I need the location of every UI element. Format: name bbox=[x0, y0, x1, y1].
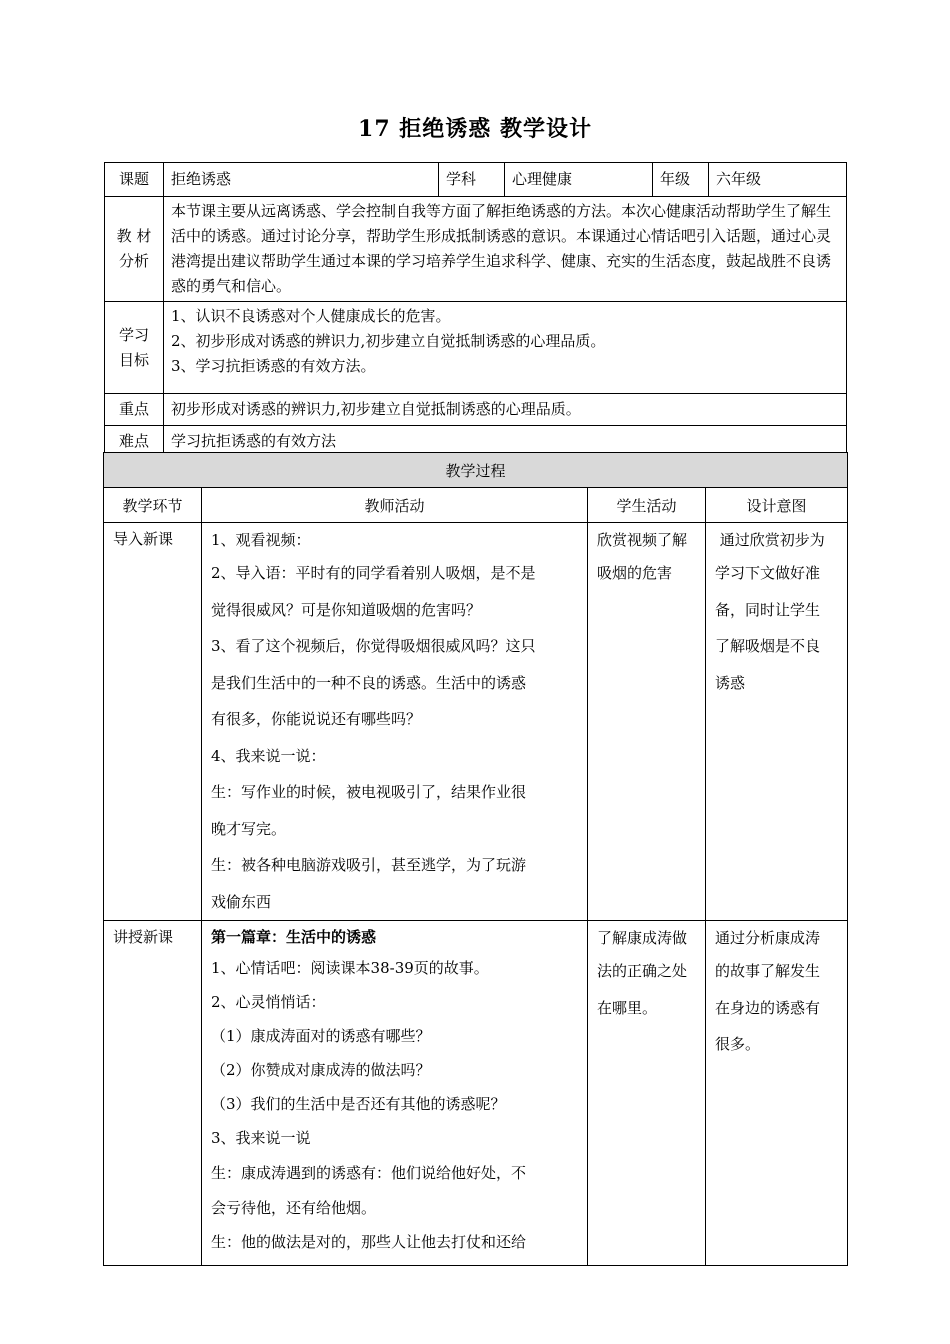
stage-cell bbox=[104, 921, 202, 1266]
analysis-text: 本节课主要从远离诱惑、学会控制自我等方面了解拒绝诱惑的方法。本次心健康活动帮助学生了解生活中的诱惑。通过讨论分享，帮助学生形成抵制诱惑的意识。本课通过心情话吧引入话题，通过心灵港湾提出建议帮助学生通过本课的学习培养学生追求科学、健康、充实的生活态度，鼓起战胜不良诱惑的勇气和信心。 bbox=[164, 197, 847, 302]
student-line: 吸烟的危害 bbox=[597, 564, 673, 582]
teacher-line: 生：被各种电脑游戏吸引，甚至逃学，为了玩游 bbox=[211, 856, 527, 874]
header-stage: 教学环节 bbox=[104, 488, 202, 523]
intent-line: 很多。 bbox=[715, 1035, 761, 1053]
teacher-line: 晚才写完。 bbox=[211, 819, 287, 838]
info-table bbox=[104, 162, 847, 458]
intent-line: 了解吸烟是不良 bbox=[715, 637, 821, 655]
student-line: 在哪里。 bbox=[597, 998, 658, 1017]
topic-label: 课题 bbox=[105, 163, 164, 197]
teacher-line: 是我们生活中的一种不良的诱惑。生活中的诱惑 bbox=[211, 673, 527, 692]
key-text: 初步形成对诱惑的辨识力,初步建立自觉抵制诱惑的心理品质。 bbox=[164, 394, 847, 426]
teacher-cell bbox=[202, 921, 588, 1266]
student-line: 了解康成涛做 bbox=[597, 929, 688, 947]
teacher-line: 4、我来说一说： bbox=[211, 746, 326, 765]
teacher-line: 2、导入语：平时有的同学看着别人吸烟，是不是 bbox=[211, 564, 536, 582]
student-line: 法的正确之处 bbox=[597, 962, 688, 980]
intent-line: 在身边的诱惑有 bbox=[715, 998, 821, 1017]
goal-item: 3、学习抗拒诱惑的有效方法。 bbox=[171, 357, 376, 375]
goals-list bbox=[164, 302, 847, 394]
goals-label: 学习 目标 bbox=[105, 302, 164, 394]
page-title: 17 拒绝诱惑 教学设计 bbox=[358, 116, 592, 142]
intent-line: 诱惑 bbox=[715, 673, 746, 692]
teacher-line: 会亏待他，还有给他烟。 bbox=[211, 1199, 377, 1217]
teacher-line: 1、观看视频： bbox=[211, 531, 311, 549]
teacher-line: 生：康成涛遇到的诱惑有：他们说给他好处，不 bbox=[211, 1164, 527, 1182]
teacher-line: 2、心灵悄悄话： bbox=[211, 993, 326, 1011]
header-intent: 设计意图 bbox=[706, 488, 848, 523]
teacher-line: 有很多，你能说说还有哪些吗？ bbox=[211, 710, 422, 728]
teacher-heading: 第一篇章：生活中的诱惑 bbox=[211, 928, 377, 946]
subject-value: 心理健康 bbox=[505, 163, 653, 197]
teacher-line: 觉得很威风？可是你知道吸烟的危害吗？ bbox=[211, 600, 482, 619]
header-student: 学生活动 bbox=[588, 488, 706, 523]
intent-line: 通过分析康成涛 bbox=[715, 929, 821, 947]
key-label: 重点 bbox=[105, 394, 164, 426]
process-band: 教学过程 bbox=[104, 453, 848, 488]
intent-cell bbox=[706, 523, 848, 921]
student-cell bbox=[588, 921, 706, 1266]
table-row bbox=[104, 523, 848, 921]
topic-value: 拒绝诱惑 bbox=[164, 163, 439, 197]
analysis-label: 教 材 分析 bbox=[105, 197, 164, 302]
student-cell bbox=[588, 523, 706, 921]
student-line: 欣赏视频了解 bbox=[597, 531, 688, 549]
teacher-line: 1、心情话吧：阅读课本38-39页的故事。 bbox=[211, 959, 489, 977]
goal-item: 2、初步形成对诱惑的辨识力,初步建立自觉抵制诱惑的心理品质。 bbox=[171, 332, 606, 350]
table-row bbox=[104, 921, 848, 1266]
teacher-cell bbox=[202, 523, 588, 921]
teacher-line: （3）我们的生活中是否还有其他的诱惑呢？ bbox=[211, 1095, 506, 1113]
grade-value: 六年级 bbox=[709, 163, 847, 197]
teacher-line: 戏偷东西 bbox=[211, 892, 272, 911]
stage-label: 导入新课 bbox=[113, 530, 174, 548]
subject-label: 学科 bbox=[439, 163, 505, 197]
stage-label: 讲授新课 bbox=[113, 928, 174, 946]
difficulty-label: 难点 bbox=[105, 426, 164, 458]
header-teacher: 教师活动 bbox=[202, 488, 588, 523]
teacher-line: 生：他的做法是对的，那些人让他去打仗和还给 bbox=[211, 1233, 527, 1251]
intent-line: 的故事了解发生 bbox=[715, 962, 821, 980]
grade-label: 年级 bbox=[653, 163, 709, 197]
teacher-line: 3、我来说一说 bbox=[211, 1129, 311, 1147]
teacher-line: （2）你赞成对康成涛的做法吗？ bbox=[211, 1061, 431, 1079]
teacher-line: 3、看了这个视频后，你觉得吸烟很威风吗？这只 bbox=[211, 637, 536, 655]
intent-line: 备，同时让学生 bbox=[715, 600, 821, 619]
intent-line: 通过欣赏初步为 bbox=[715, 531, 825, 549]
goal-item: 1、认识不良诱惑对个人健康成长的危害。 bbox=[171, 307, 451, 325]
stage-cell bbox=[104, 523, 202, 921]
difficulty-text: 学习抗拒诱惑的有效方法 bbox=[164, 426, 847, 458]
teacher-line: （1）康成涛面对的诱惑有哪些？ bbox=[211, 1027, 431, 1045]
process-table bbox=[103, 452, 848, 1266]
intent-cell bbox=[706, 921, 848, 1266]
intent-line: 学习下文做好准 bbox=[715, 564, 821, 582]
teacher-line: 生：写作业的时候，被电视吸引了，结果作业很 bbox=[211, 783, 527, 801]
